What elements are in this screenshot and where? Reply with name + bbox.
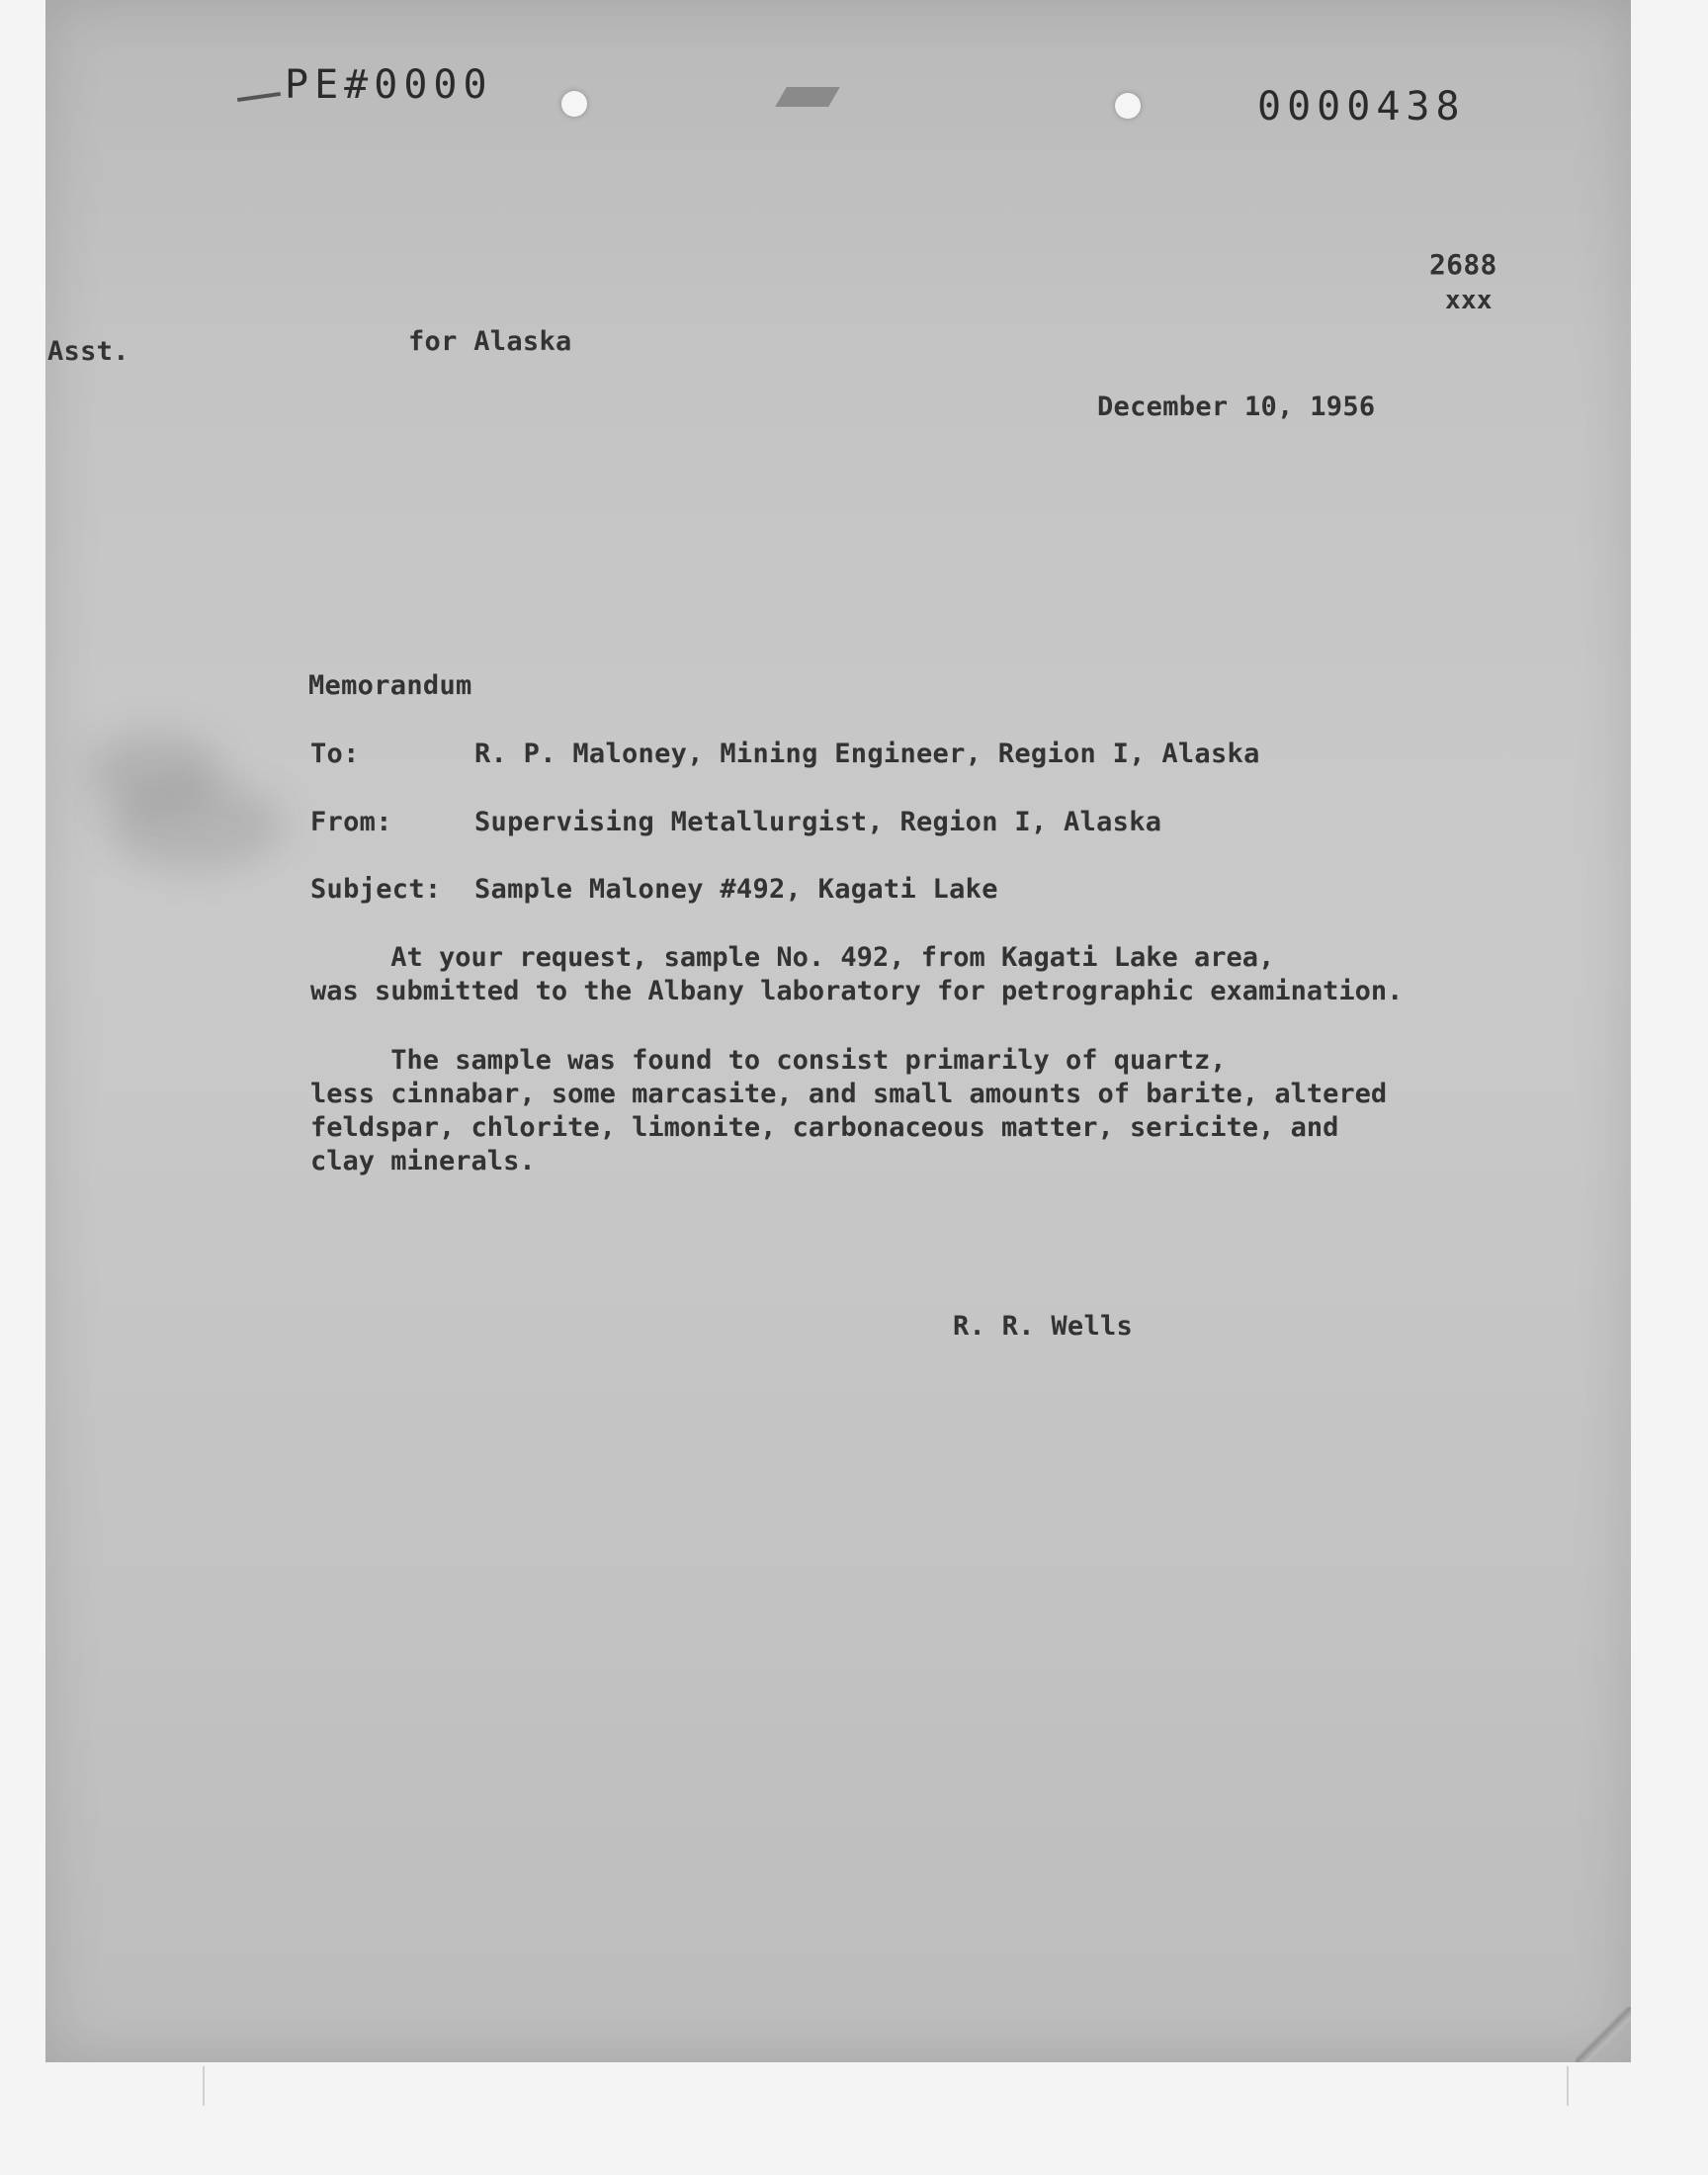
memo-date: December 10, 1956: [1097, 392, 1376, 422]
body-paragraph-2-line-4: clay minerals.: [310, 1146, 536, 1176]
from-value: Supervising Metallurgist, Region I, Alaska: [474, 807, 1162, 837]
scan-edge-line: [203, 2066, 205, 2106]
to-label: To:: [310, 739, 360, 769]
to-value: R. P. Maloney, Mining Engineer, Region I, Alaska: [474, 739, 1260, 769]
page-corner-curl: [1576, 2007, 1631, 2062]
file-number: 2688: [1429, 248, 1497, 281]
signature-name: R. R. Wells: [953, 1311, 1134, 1342]
stamp-right: 0000438: [1257, 84, 1466, 130]
margin-note: Asst.: [47, 336, 129, 367]
body-paragraph-2-line-1: The sample was found to consist primarily of quartz,: [310, 1045, 1227, 1076]
paper-tear-mark: [775, 87, 840, 107]
memo-sheet: [45, 0, 1631, 2062]
body-paragraph-1-line-2: was submitted to the Albany laboratory for petrographic examination.: [310, 976, 1404, 1006]
subject-label: Subject:: [310, 874, 442, 905]
body-paragraph-1-line-1: At your request, sample No. 492, from Kagati Lake area,: [310, 942, 1275, 973]
body-paragraph-2-line-2: less cinnabar, some marcasite, and small amounts of barite, altered: [310, 1079, 1388, 1109]
file-mark: xxx: [1445, 286, 1493, 315]
ink-smudge: [105, 781, 283, 870]
body-paragraph-2-line-3: feldspar, chlorite, limonite, carbonaceous matter, sericite, and: [310, 1112, 1339, 1143]
punch-hole: [1115, 93, 1141, 119]
stamp-left: PE#0000: [285, 62, 493, 108]
memo-heading: Memorandum: [308, 670, 472, 701]
subject-value: Sample Maloney #492, Kagati Lake: [474, 874, 998, 905]
from-label: From:: [310, 807, 392, 837]
scan-edge-line: [1567, 2066, 1569, 2106]
punch-hole: [561, 91, 587, 117]
routing-note: for Alaska: [408, 326, 572, 357]
